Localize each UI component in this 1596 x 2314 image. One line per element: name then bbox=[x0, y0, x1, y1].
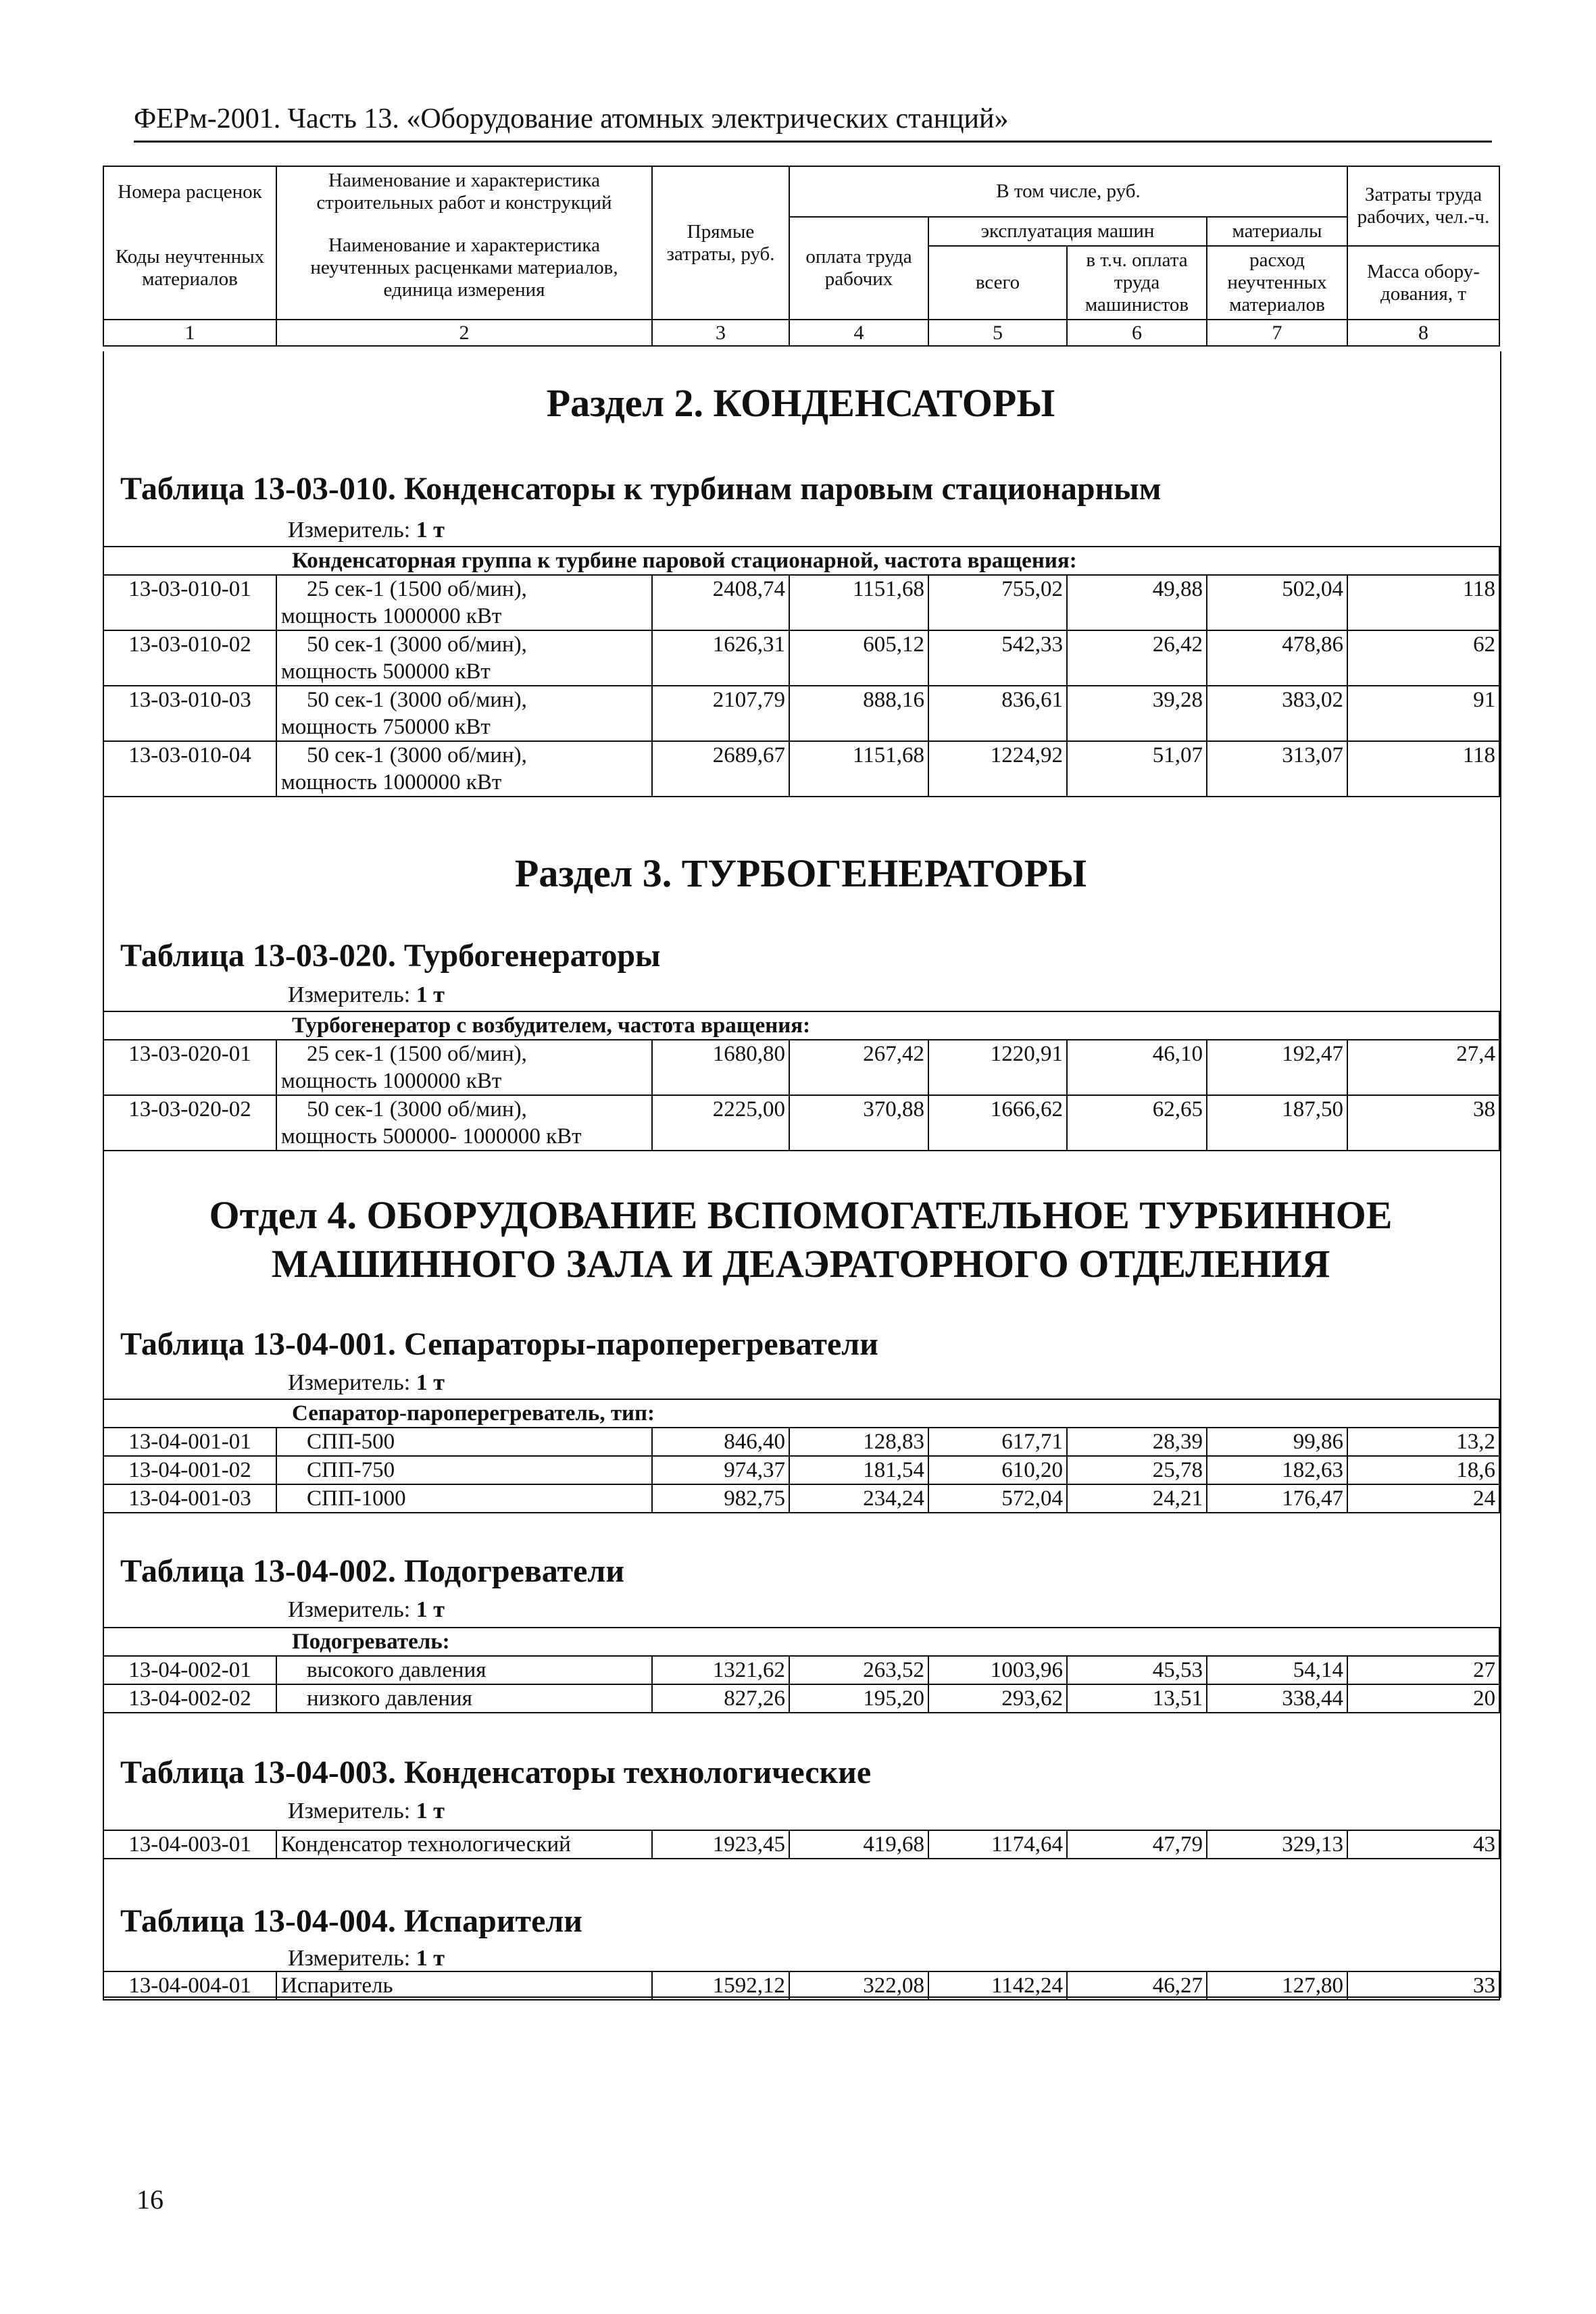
rate-code: 13-04-001-01 bbox=[103, 1428, 276, 1456]
materials-cost: 329,13 bbox=[1207, 1830, 1347, 1859]
machinist-pay: 13,51 bbox=[1067, 1684, 1207, 1713]
machine-total: 1142,24 bbox=[928, 1971, 1067, 2000]
machinist-pay: 47,79 bbox=[1067, 1830, 1207, 1859]
header-machinist-pay: в т.ч. оплата труда машинистов bbox=[1067, 246, 1207, 320]
labor-hours: 18,6 bbox=[1347, 1456, 1499, 1484]
table-row bbox=[103, 1971, 1499, 2000]
header-direct-costs: Прямые затраты, руб. bbox=[652, 166, 789, 320]
rate-code: 13-03-010-04 bbox=[103, 741, 276, 797]
rate-name: 25 сек-1 (1500 об/мин), мощность 1000000 кВт bbox=[276, 1040, 652, 1095]
page-number: 16 bbox=[136, 2184, 164, 2215]
column-number: 6 bbox=[1067, 320, 1207, 346]
header-rate-numbers: Номера расценок bbox=[103, 166, 276, 217]
rate-name: 50 сек-1 (3000 об/мин), мощность 500000- 1000000 кВт bbox=[276, 1095, 652, 1151]
machinist-pay: 46,10 bbox=[1067, 1040, 1207, 1095]
department-title-line1: Отдел 4. ОБОРУДОВАНИЕ ВСПОМОГАТЕЛЬНОЕ ТУРБИННОЕ bbox=[209, 1193, 1393, 1237]
direct-costs: 1592,12 bbox=[652, 1971, 789, 2000]
rate-code: 13-04-002-01 bbox=[103, 1656, 276, 1684]
table-title: Таблица 13-04-001. Сепараторы-пароперегреватели bbox=[120, 1326, 878, 1362]
table-row bbox=[103, 1656, 1499, 1684]
direct-costs: 974,37 bbox=[652, 1456, 789, 1484]
column-number: 8 bbox=[1347, 320, 1499, 346]
direct-costs: 1680,80 bbox=[652, 1040, 789, 1095]
unit-line: Измеритель: 1 т bbox=[288, 1799, 445, 1823]
materials-cost: 187,50 bbox=[1207, 1095, 1347, 1151]
table-title: Таблица 13-04-002. Подогреватели bbox=[120, 1553, 625, 1589]
machinist-pay: 46,27 bbox=[1067, 1971, 1207, 2000]
direct-costs: 2408,74 bbox=[652, 575, 789, 630]
unit-line: Измеритель: 1 т bbox=[288, 1946, 445, 1971]
machine-total: 836,61 bbox=[928, 686, 1067, 741]
section-title: Раздел 3. ТУРБОГЕНЕРАТОРЫ bbox=[514, 851, 1087, 895]
rate-name: 50 сек-1 (3000 об/мин), мощность 1000000 кВт bbox=[276, 741, 652, 797]
table-row bbox=[103, 1830, 1499, 1859]
direct-costs: 827,26 bbox=[652, 1684, 789, 1713]
rate-code: 13-03-010-01 bbox=[103, 575, 276, 630]
machine-total: 1666,62 bbox=[928, 1095, 1067, 1151]
header-material-codes: Коды неучтенных материалов bbox=[103, 217, 276, 320]
machine-total: 1003,96 bbox=[928, 1656, 1067, 1684]
machine-total: 572,04 bbox=[928, 1484, 1067, 1513]
header-material-name: Наименование и характеристика неучтенных расценками материалов, единица измерения bbox=[276, 217, 652, 320]
machinist-pay: 39,28 bbox=[1067, 686, 1207, 741]
labor-pay: 1151,68 bbox=[789, 575, 928, 630]
labor-pay: 263,52 bbox=[789, 1656, 928, 1684]
labor-pay: 267,42 bbox=[789, 1040, 928, 1095]
labor-pay: 605,12 bbox=[789, 630, 928, 686]
column-number: 1 bbox=[103, 320, 276, 346]
materials-cost: 502,04 bbox=[1207, 575, 1347, 630]
table-row bbox=[103, 1684, 1499, 1713]
labor-hours: 33 bbox=[1347, 1971, 1499, 2000]
group-heading: Подогреватель: bbox=[103, 1628, 1499, 1656]
table-row bbox=[103, 630, 1499, 686]
direct-costs: 1321,62 bbox=[652, 1656, 789, 1684]
machine-total: 1174,64 bbox=[928, 1830, 1067, 1859]
column-number: 3 bbox=[652, 320, 789, 346]
header-work-name: Наименование и характеристика строительных работ и конструкций bbox=[276, 166, 652, 217]
header-materials: материалы bbox=[1207, 217, 1347, 246]
labor-hours: 24 bbox=[1347, 1484, 1499, 1513]
group-heading: Сепаратор-пароперегреватель, тип: bbox=[103, 1399, 1499, 1428]
rate-name: низкого давления bbox=[276, 1684, 652, 1713]
materials-cost: 176,47 bbox=[1207, 1484, 1347, 1513]
column-number: 2 bbox=[276, 320, 652, 346]
rate-code: 13-03-010-02 bbox=[103, 630, 276, 686]
rate-code: 13-03-020-02 bbox=[103, 1095, 276, 1151]
labor-pay: 181,54 bbox=[789, 1456, 928, 1484]
labor-hours: 43 bbox=[1347, 1830, 1499, 1859]
machine-total: 1224,92 bbox=[928, 741, 1067, 797]
direct-costs: 1626,31 bbox=[652, 630, 789, 686]
labor-hours: 118 bbox=[1347, 741, 1499, 797]
table-row bbox=[103, 1095, 1499, 1151]
labor-hours: 13,2 bbox=[1347, 1428, 1499, 1456]
rate-code: 13-04-003-01 bbox=[103, 1830, 276, 1859]
materials-cost: 127,80 bbox=[1207, 1971, 1347, 2000]
rate-code: 13-04-001-03 bbox=[103, 1484, 276, 1513]
labor-pay: 419,68 bbox=[789, 1830, 928, 1859]
rate-name: СПП-1000 bbox=[276, 1484, 652, 1513]
table-title: Таблица 13-03-010. Конденсаторы к турбинам паровым стационарным bbox=[120, 471, 1162, 507]
table-row bbox=[103, 686, 1499, 741]
labor-pay: 370,88 bbox=[789, 1095, 928, 1151]
column-number: 7 bbox=[1207, 320, 1347, 346]
rate-code: 13-03-010-03 bbox=[103, 686, 276, 741]
table-row bbox=[103, 1456, 1499, 1484]
header-machine-total: всего bbox=[928, 246, 1067, 320]
rate-name: Конденсатор технологический bbox=[276, 1830, 652, 1859]
labor-pay: 1151,68 bbox=[789, 741, 928, 797]
direct-costs: 1923,45 bbox=[652, 1830, 789, 1859]
group-heading: Конденсаторная группа к турбине паровой стационарной, частота вращения: bbox=[103, 547, 1499, 575]
labor-hours: 20 bbox=[1347, 1684, 1499, 1713]
machinist-pay: 28,39 bbox=[1067, 1428, 1207, 1456]
data-table-13-03-020 bbox=[103, 1011, 1500, 1151]
department-title-line2: МАШИННОГО ЗАЛА И ДЕАЭРАТОРНОГО ОТДЕЛЕНИЯ bbox=[271, 1242, 1330, 1286]
machine-total: 617,71 bbox=[928, 1428, 1067, 1456]
direct-costs: 2225,00 bbox=[652, 1095, 789, 1151]
materials-cost: 54,14 bbox=[1207, 1656, 1347, 1684]
labor-hours: 27,4 bbox=[1347, 1040, 1499, 1095]
column-number: 5 bbox=[928, 320, 1067, 346]
data-table-13-04-004 bbox=[103, 1971, 1500, 2001]
machine-total: 755,02 bbox=[928, 575, 1067, 630]
materials-cost: 478,86 bbox=[1207, 630, 1347, 686]
direct-costs: 2689,67 bbox=[652, 741, 789, 797]
labor-hours: 118 bbox=[1347, 575, 1499, 630]
section-title: Раздел 2. КОНДЕНСАТОРЫ bbox=[546, 381, 1055, 425]
header-labor-costs: Затраты труда рабочих, чел.-ч. bbox=[1347, 166, 1499, 246]
labor-pay: 195,20 bbox=[789, 1684, 928, 1713]
rate-name: 25 сек-1 (1500 об/мин), мощность 1000000 кВт bbox=[276, 575, 652, 630]
labor-pay: 234,24 bbox=[789, 1484, 928, 1513]
header-equipment-mass: Масса обору-дования, т bbox=[1347, 246, 1499, 320]
header-labor-pay: оплата труда рабочих bbox=[789, 217, 928, 320]
labor-pay: 888,16 bbox=[789, 686, 928, 741]
table-row bbox=[103, 1428, 1499, 1456]
rate-code: 13-04-001-02 bbox=[103, 1456, 276, 1484]
column-header-table bbox=[103, 166, 1500, 347]
header-unaccounted-materials: расход неучтенных материалов bbox=[1207, 246, 1347, 320]
table-title: Таблица 13-04-003. Конденсаторы технологические bbox=[120, 1755, 872, 1790]
rate-name: Испаритель bbox=[276, 1971, 652, 2000]
machine-total: 293,62 bbox=[928, 1684, 1067, 1713]
table-title: Таблица 13-03-020. Турбогенераторы bbox=[120, 938, 661, 974]
data-table-13-04-002 bbox=[103, 1627, 1500, 1713]
rate-name: СПП-500 bbox=[276, 1428, 652, 1456]
machine-total: 1220,91 bbox=[928, 1040, 1067, 1095]
materials-cost: 182,63 bbox=[1207, 1456, 1347, 1484]
materials-cost: 192,47 bbox=[1207, 1040, 1347, 1095]
labor-hours: 38 bbox=[1347, 1095, 1499, 1151]
materials-cost: 338,44 bbox=[1207, 1684, 1347, 1713]
data-table-13-04-003 bbox=[103, 1830, 1500, 1859]
direct-costs: 846,40 bbox=[652, 1428, 789, 1456]
data-table-13-03-010 bbox=[103, 546, 1500, 797]
machinist-pay: 62,65 bbox=[1067, 1095, 1207, 1151]
column-number: 4 bbox=[789, 320, 928, 346]
machine-total: 610,20 bbox=[928, 1456, 1067, 1484]
rate-code: 13-04-004-01 bbox=[103, 1971, 276, 2000]
header-machine-operation: эксплуатация машин bbox=[928, 217, 1207, 246]
labor-hours: 62 bbox=[1347, 630, 1499, 686]
unit-line: Измеритель: 1 т bbox=[288, 1370, 445, 1395]
materials-cost: 99,86 bbox=[1207, 1428, 1347, 1456]
machinist-pay: 26,42 bbox=[1067, 630, 1207, 686]
rate-code: 13-03-020-01 bbox=[103, 1040, 276, 1095]
direct-costs: 982,75 bbox=[652, 1484, 789, 1513]
materials-cost: 383,02 bbox=[1207, 686, 1347, 741]
rate-name: 50 сек-1 (3000 об/мин), мощность 500000 кВт bbox=[276, 630, 652, 686]
machine-total: 542,33 bbox=[928, 630, 1067, 686]
machinist-pay: 24,21 bbox=[1067, 1484, 1207, 1513]
running-header: ФЕРм-2001. Часть 13. «Оборудование атомных электрических станций» bbox=[134, 100, 1492, 143]
materials-cost: 313,07 bbox=[1207, 741, 1347, 797]
header-including: В том числе, руб. bbox=[789, 166, 1347, 217]
table-row bbox=[103, 741, 1499, 797]
machinist-pay: 45,53 bbox=[1067, 1656, 1207, 1684]
labor-hours: 91 bbox=[1347, 686, 1499, 741]
labor-pay: 322,08 bbox=[789, 1971, 928, 2000]
table-row bbox=[103, 575, 1499, 630]
machinist-pay: 49,88 bbox=[1067, 575, 1207, 630]
table-row bbox=[103, 1484, 1499, 1513]
machinist-pay: 25,78 bbox=[1067, 1456, 1207, 1484]
rate-name: СПП-750 bbox=[276, 1456, 652, 1484]
unit-line: Измеритель: 1 т bbox=[288, 518, 445, 543]
table-title: Таблица 13-04-004. Испарители bbox=[120, 1903, 582, 1939]
direct-costs: 2107,79 bbox=[652, 686, 789, 741]
rate-code: 13-04-002-02 bbox=[103, 1684, 276, 1713]
machinist-pay: 51,07 bbox=[1067, 741, 1207, 797]
table-row bbox=[103, 1040, 1499, 1095]
data-table-13-04-001 bbox=[103, 1399, 1500, 1513]
labor-hours: 27 bbox=[1347, 1656, 1499, 1684]
rate-name: высокого давления bbox=[276, 1656, 652, 1684]
rate-name: 50 сек-1 (3000 об/мин), мощность 750000 кВт bbox=[276, 686, 652, 741]
group-heading: Турбогенератор с возбудителем, частота вращения: bbox=[103, 1011, 1499, 1040]
unit-line: Измеритель: 1 т bbox=[288, 1597, 445, 1622]
unit-line: Измеритель: 1 т bbox=[288, 982, 445, 1007]
labor-pay: 128,83 bbox=[789, 1428, 928, 1456]
